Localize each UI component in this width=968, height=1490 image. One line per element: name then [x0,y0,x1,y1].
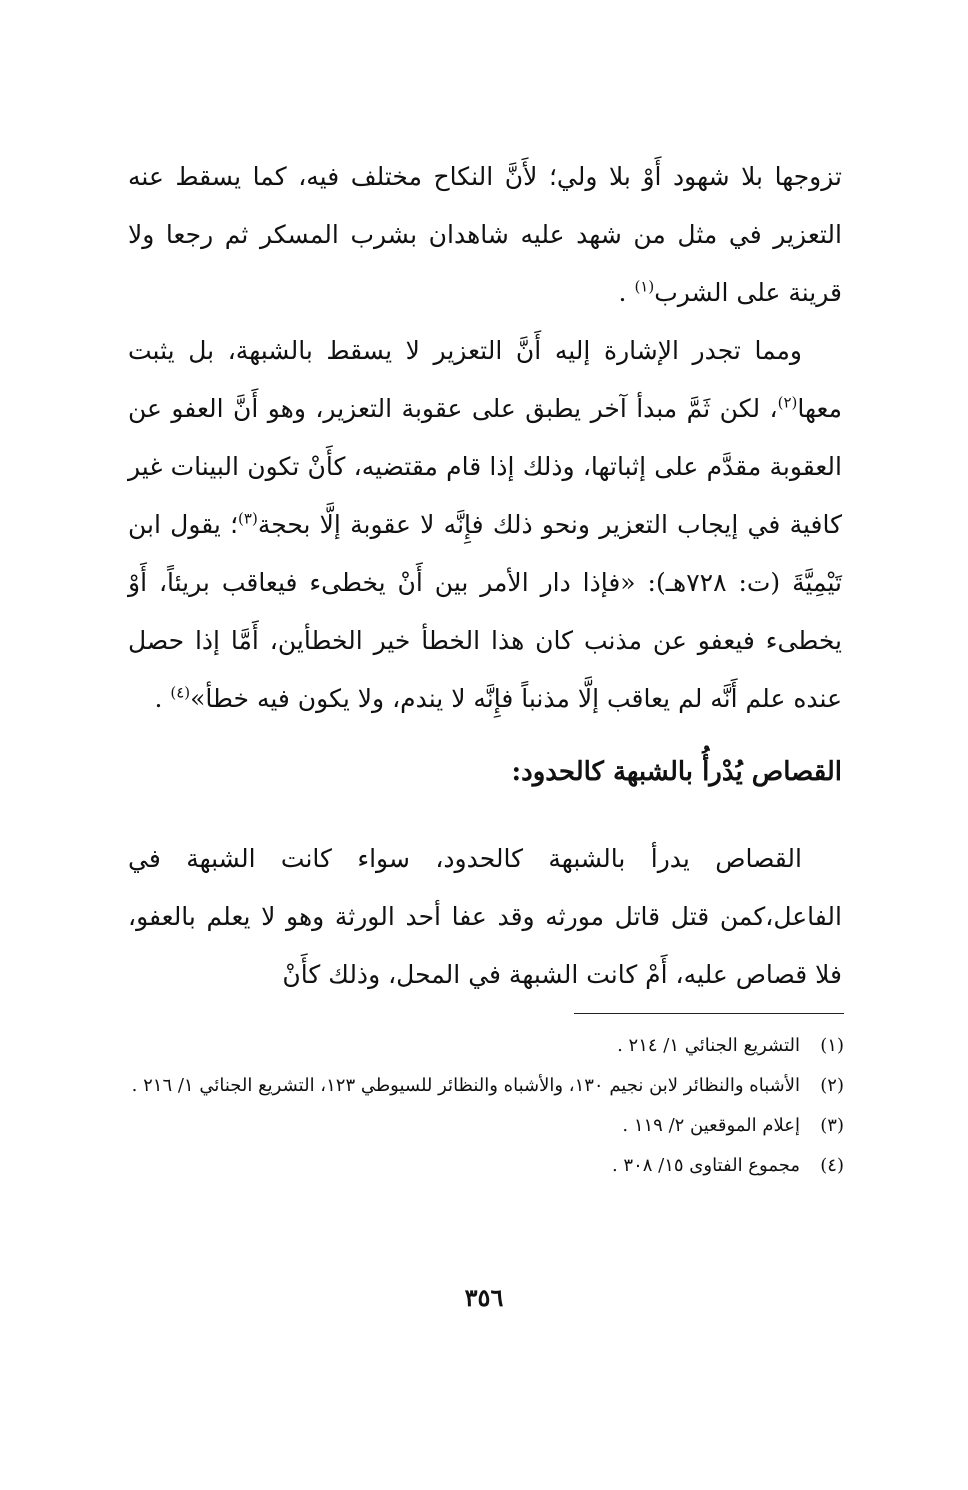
footnote-number: (٣) [820,1115,844,1136]
paragraph-3-text [128,830,842,1004]
paragraph-1-text [128,148,842,322]
text-run: تزوجها بلا شهود أَوْ بلا ولي؛ لأَنَّ النكاح مختلف فيه، كما يسقط عنه التعزير في مثل من شهد عليه شاهدان بشرب المسكر ثم رجعا ولا قرينة على الشرب [128,162,842,307]
paragraph-2-text [128,322,842,728]
footnote-ref: (٤) [170,683,191,702]
footnote-4 [128,1148,844,1184]
paragraph-2 [128,322,842,728]
text-run: . [154,684,171,713]
footnote-number: (٢) [820,1075,844,1096]
footnote-ref: (٣) [238,509,258,528]
footnote-text: الأشباه والنظائر لابن نجيم ١٣٠، والأشباه والنظائر للسيوطي ١٢٣، التشريع الجنائي ١/ ٢١٦ . [131,1075,800,1096]
paragraph-1 [128,148,842,322]
text-run: . [618,278,635,307]
page-number: ٣٥٦ [464,1283,504,1312]
footnote-number: (١) [820,1035,844,1056]
text-run: القصاص يدرأ بالشبهة كالحدود، سواء كانت الشبهة في الفاعل،كمن قتل قاتل مورثه وقد عفا أحد الورثة وهو لا يعلم بالعفو، فلا قصاص عليه، أَمْ كانت الشبهة في المحل، وذلك كأَنْ [128,844,842,989]
text-run: ، لكن ثَمَّ مبدأ آخر يطبق على عقوبة التعزير، وهو أَنَّ العفو عن العقوبة مقدَّم على إثباتها، وذلك إذا قام مقتضيه، كأَنْ تكون البينات غير كافية في إيجاب التعزير ونحو ذلك فإِنَّه لا عقوبة إلَّا بحجة [128,394,842,539]
footnote-number: (٤) [820,1155,844,1176]
footnote-separator [574,1013,844,1014]
paragraph-3 [128,830,842,1004]
footnote-1 [128,1028,844,1064]
text-run: ؛ يقول ابن تَيْمِيَّةَ (ت: ٧٢٨هـ): «فإذا دار الأمر بين أَنْ يخطىء فيعاقب بريئاً، أَوْ يخطىء فيعفو عن مذنب كان هذا الخطأ خير الخطأين، أَمَّا إذا حصل عنده علم أَنَّه لم يعاقب إلَّا مذنباً فإِنَّه لا يندم، ولا يكون فيه خطأ» [128,510,842,713]
footnote-ref: (٢) [777,393,798,412]
footnote-text: التشريع الجنائي ١/ ٢١٤ . [617,1035,800,1056]
section-heading: القصاص يُدْرأُ بالشبهة كالحدود: [511,757,842,787]
footnote-2 [128,1068,844,1104]
footnote-ref: (١) [634,277,655,296]
footnotes [128,1028,844,1188]
footnote-3 [128,1108,844,1144]
footnote-text: مجموع الفتاوى ١٥/ ٣٠٨ . [611,1155,800,1176]
section-heading-block [128,752,842,792]
text-run: ومما تجدر الإشارة إليه أَنَّ التعزير لا يسقط بالشبهة، بل يثبت معها [128,336,842,423]
footnote-text: إعلام الموقعين ٢/ ١١٩ . [622,1115,800,1136]
